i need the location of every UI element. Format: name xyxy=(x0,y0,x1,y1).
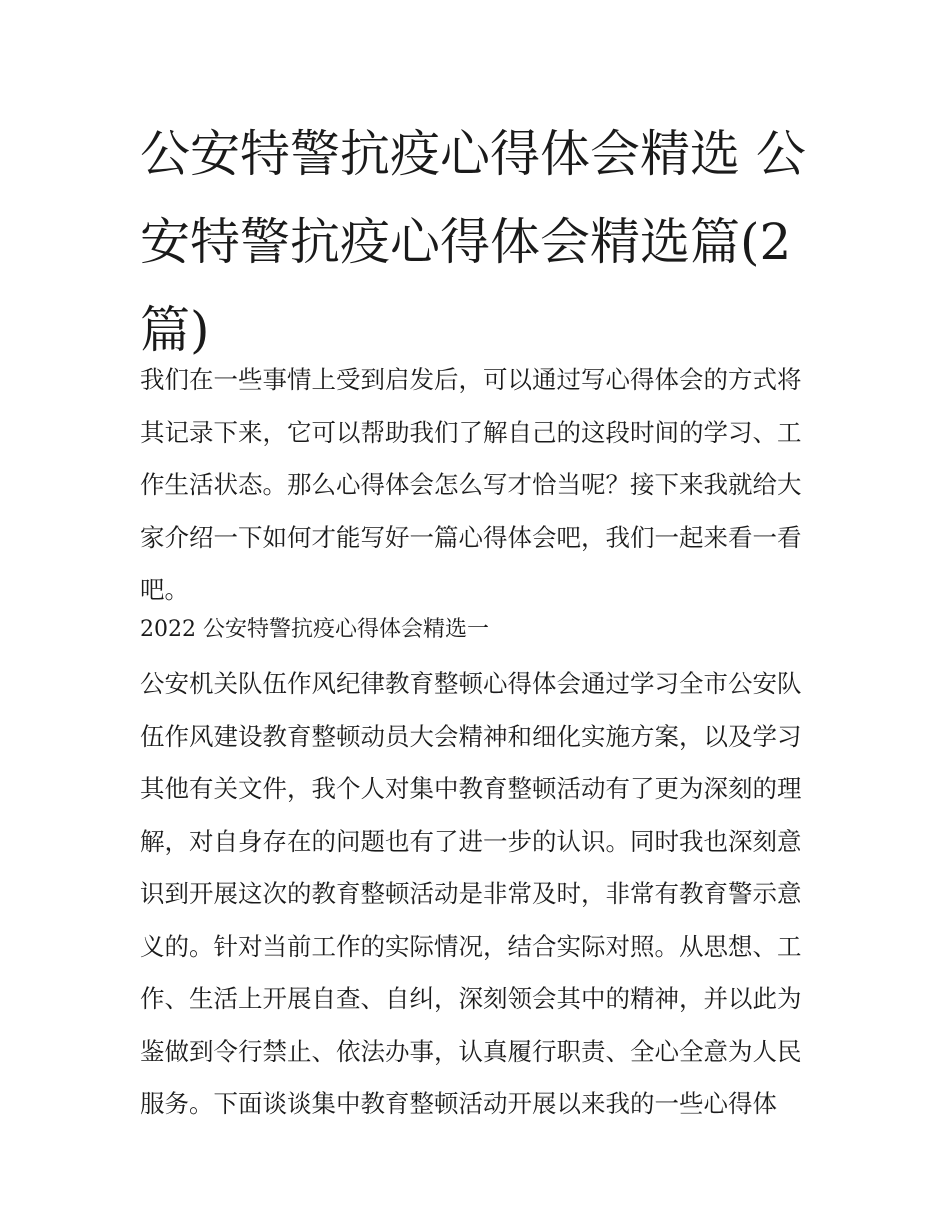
document-title: 公安特警抗疫心得体会精选 公安特警抗疫心得体会精选篇(2篇) xyxy=(140,125,806,359)
section-heading: 2022 公安特警抗疫心得体会精选一 xyxy=(140,617,489,642)
intro-paragraph: 我们在一些事情上受到启发后，可以通过写心得体会的方式将其记录下来，它可以帮助我们了解自己的这段时间的学习、工作生活状态。那么心得体会怎么写才恰当呢？接下来我就给大家介绍一下如何才能写好一篇心得体会吧，我们一起来看一看吧。 xyxy=(140,365,802,604)
section-paragraph: 公安机关队伍作风纪律教育整顿心得体会通过学习全市公安队伍作风建设教育整顿动员大会精神和细化实施方案，以及学习其他有关文件，我个人对集中教育整顿活动有了更为深刻的理解，对自身存在的问题也有了进一步的认识。同时我也深刻意识到开展这次的教育整顿活动是非常及时，非常有教育警示意义的。针对当前工作的实际情况，结合实际对照。从思想、工作、生活上开展自查、自纠，深刻领会其中的精神，并以此为鉴做到令行禁止、依法办事，认真履行职责、全心全意为人民服务。下面谈谈集中教育整顿活动开展以来我的一些心得体 xyxy=(140,669,802,1118)
